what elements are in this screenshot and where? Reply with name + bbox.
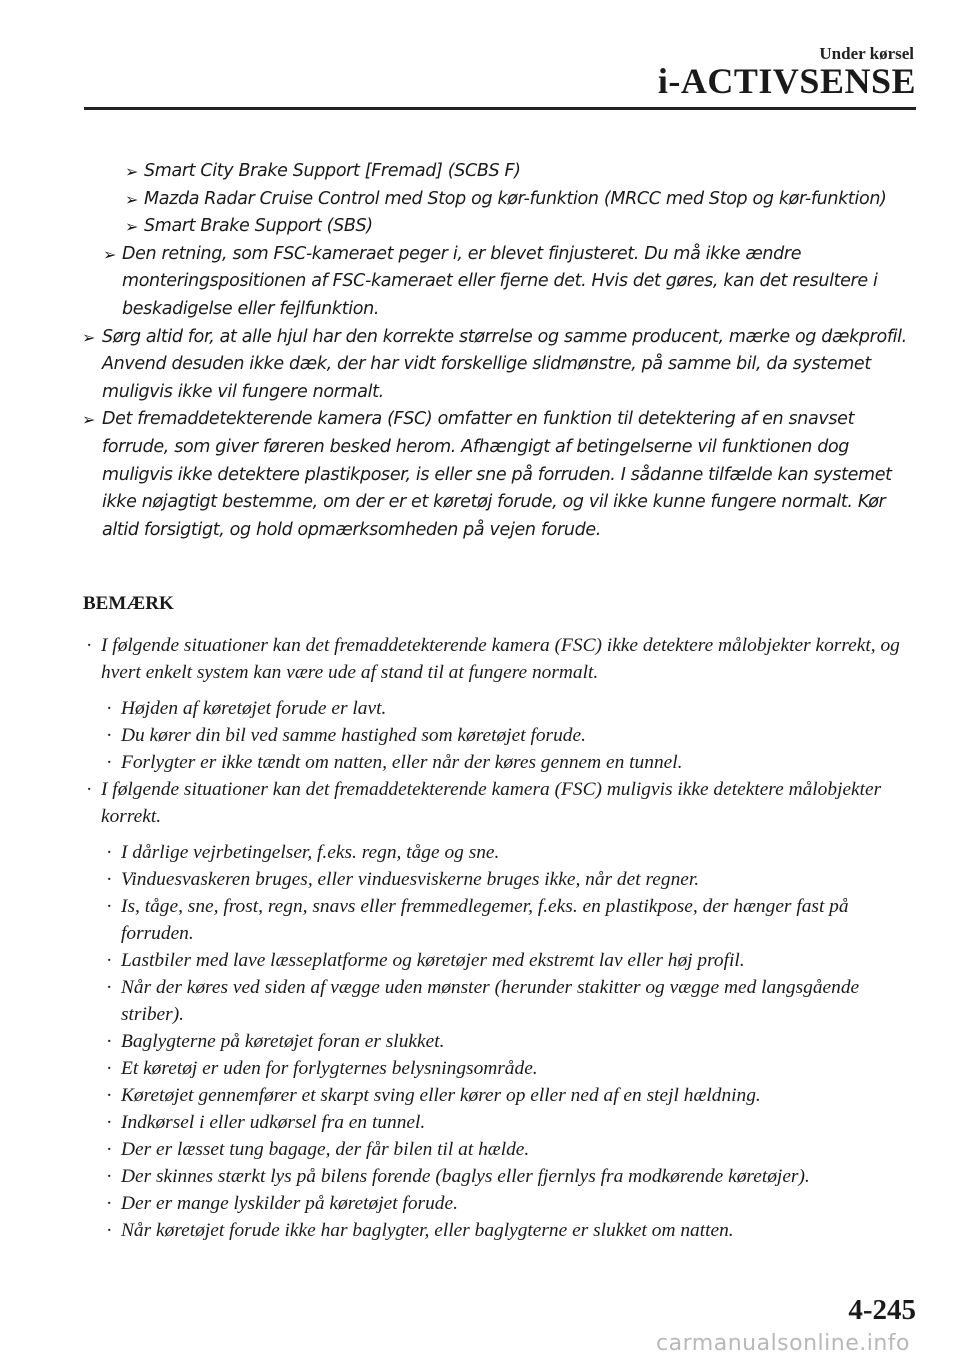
arrow-bullet-icon: ➢: [103, 244, 117, 264]
note-subitem: [84, 893, 924, 947]
caution-list: [82, 158, 922, 544]
dot-bullet-icon: ·: [86, 635, 93, 656]
page-number: 4-245: [848, 1294, 916, 1326]
note-item-text: Højden af køretøjet forude er lavt.: [121, 698, 387, 719]
note-item-text: I følgende situationer kan det fremaddetekterende kamera (FSC) muligvis ikke detektere målobjekter korrekt.: [101, 779, 882, 827]
note-subitem: [84, 1082, 924, 1109]
note-item-text: I dårlige vejrbetingelser, f.eks. regn, tåge og sne.: [121, 842, 500, 863]
note-item-text: Der er læsset tung bagage, der får bilen til at hælde.: [121, 1139, 530, 1160]
dot-bullet-icon: ·: [106, 1166, 113, 1187]
caution-item-text: Den retning, som FSC-kameraet peger i, er blevet finjusteret. Du må ikke ændre monteringspositionen af FSC-kameraet eller fjerne det. Hvis det gøres, kan det resultere i beskadigelse eller fejlfunktion.: [122, 243, 878, 319]
note-subitem: [84, 974, 924, 1028]
note-item-text: Et køretøj er uden for forlygternes belysningsområde.: [121, 1058, 538, 1079]
header-divider: [84, 107, 916, 110]
note-item-text: Når køretøjet forude ikke har baglygter, eller baglygterne er slukket om natten.: [121, 1220, 734, 1241]
note-subitem: [84, 695, 924, 722]
note-subitem: [84, 722, 924, 749]
note-heading: BEMÆRK: [83, 593, 174, 614]
caution-item-text: Smart Brake Support (SBS): [144, 216, 373, 237]
note-item-text: Køretøjet gennemfører et skarpt sving eller kører op eller ned af en stejl hældning.: [121, 1085, 761, 1106]
arrow-bullet-icon: ➢: [125, 189, 139, 209]
note-item-text: Du kører din bil ved samme hastighed som køretøjet forude.: [121, 725, 586, 746]
note-item-text: Vinduesvaskeren bruges, eller vinduesviskerne bruges ikke, når det regner.: [121, 869, 700, 890]
spacer: [84, 830, 924, 839]
dot-bullet-icon: ·: [106, 842, 113, 863]
dot-bullet-icon: ·: [106, 725, 113, 746]
note-subitem: [84, 1217, 924, 1244]
note-item-text: Forlygter er ikke tændt om natten, eller når der køres gennem en tunnel.: [121, 752, 683, 773]
dot-bullet-icon: ·: [106, 1112, 113, 1133]
note-item-text: Når der køres ved siden af vægge uden mønster (herunder stakitter og vægge med langsgående striber).: [121, 977, 860, 1025]
note-subitem: [84, 1109, 924, 1136]
note-subitem: [84, 749, 924, 776]
dot-bullet-icon: ·: [106, 1220, 113, 1241]
note-item-text: Indkørsel i eller udkørsel fra en tunnel.: [121, 1112, 426, 1133]
note-subitem: [84, 1190, 924, 1217]
watermark: carmanualsonline.info: [656, 1331, 910, 1356]
dot-bullet-icon: ·: [106, 1085, 113, 1106]
caution-item-text: Det fremaddetekterende kamera (FSC) omfatter en funktion til detektering af en snavset forrude, som giver føreren besked herom. Afhængigt af betingelserne vil funktionen dog muligvis ikke detektere plastikposer, is eller sne på forruden. I sådanne tilfælde kan systemet ikke nøjagtigt bestemme, om der er et køretøj forude, og vil ikke kunne fungere normalt. Kør altid forsigtigt, og hold opmærksomheden på vejen forude.: [102, 409, 892, 540]
caution-item: [82, 213, 922, 241]
note-item: [84, 776, 924, 830]
note-item-text: Is, tåge, sne, frost, regn, snavs eller fremmedlegemer, f.eks. en plastikpose, der hænger fast på forruden.: [121, 896, 849, 944]
note-subitem: [84, 839, 924, 866]
chapter-title: i-ACTIVSENSE: [657, 61, 916, 101]
arrow-bullet-icon: ➢: [125, 162, 139, 181]
dot-bullet-icon: ·: [106, 698, 113, 719]
dot-bullet-icon: ·: [106, 1031, 113, 1052]
caution-item-text: Mazda Radar Cruise Control med Stop og kør-funktion (MRCC med Stop og kør-funktion): [144, 188, 887, 209]
arrow-bullet-icon: ➢: [82, 327, 96, 347]
spacer: [84, 686, 924, 695]
section-title: Under kørsel: [819, 44, 914, 63]
arrow-bullet-icon: ➢: [82, 410, 96, 430]
caution-item-text: Sørg altid for, at alle hjul har den korrekte størrelse og samme producent, mærke og dækprofil. Anvend desuden ikke dæk, der har vidt forskellige slidmønstre, på samme bil, da systemet muligvis ikke vil fungere normalt.: [102, 326, 907, 402]
note-item-text: Lastbiler med lave læsseplatforme og køretøjer med ekstremt lav eller høj profil.: [121, 950, 745, 971]
dot-bullet-icon: ·: [106, 1193, 113, 1214]
dot-bullet-icon: ·: [106, 896, 113, 917]
note-item: [84, 632, 924, 686]
dot-bullet-icon: ·: [106, 977, 113, 998]
note-item-text: Der er mange lyskilder på køretøjet forude.: [121, 1193, 458, 1214]
note-subitem: [84, 947, 924, 974]
caution-item: [82, 186, 922, 214]
dot-bullet-icon: ·: [86, 779, 93, 800]
caution-item: [82, 324, 922, 407]
note-subitem: [84, 1136, 924, 1163]
note-item-text: Baglygterne på køretøjet foran er slukket.: [121, 1031, 445, 1052]
caution-item-text: Smart City Brake Support [Fremad] (SCBS F): [144, 161, 521, 181]
note-subitem: [84, 1055, 924, 1082]
note-subitem: [84, 866, 924, 893]
dot-bullet-icon: ·: [106, 950, 113, 971]
note-item-text: Der skinnes stærkt lys på bilens forende (baglys eller fjernlys fra modkørende køretøjer).: [121, 1166, 810, 1187]
dot-bullet-icon: ·: [106, 752, 113, 773]
dot-bullet-icon: ·: [106, 1058, 113, 1079]
dot-bullet-icon: ·: [106, 869, 113, 890]
caution-item: [82, 241, 922, 324]
dot-bullet-icon: ·: [106, 1139, 113, 1160]
note-subitem: [84, 1028, 924, 1055]
caution-item: [82, 158, 922, 186]
caution-item: [82, 406, 922, 544]
note-item-text: I følgende situationer kan det fremaddetekterende kamera (FSC) ikke detektere målobjekter korrekt, og hvert enkelt system kan være ude af stand til at fungere normalt.: [101, 635, 900, 683]
note-subitem: [84, 1163, 924, 1190]
arrow-bullet-icon: ➢: [125, 217, 139, 237]
note-list: [84, 632, 924, 1244]
